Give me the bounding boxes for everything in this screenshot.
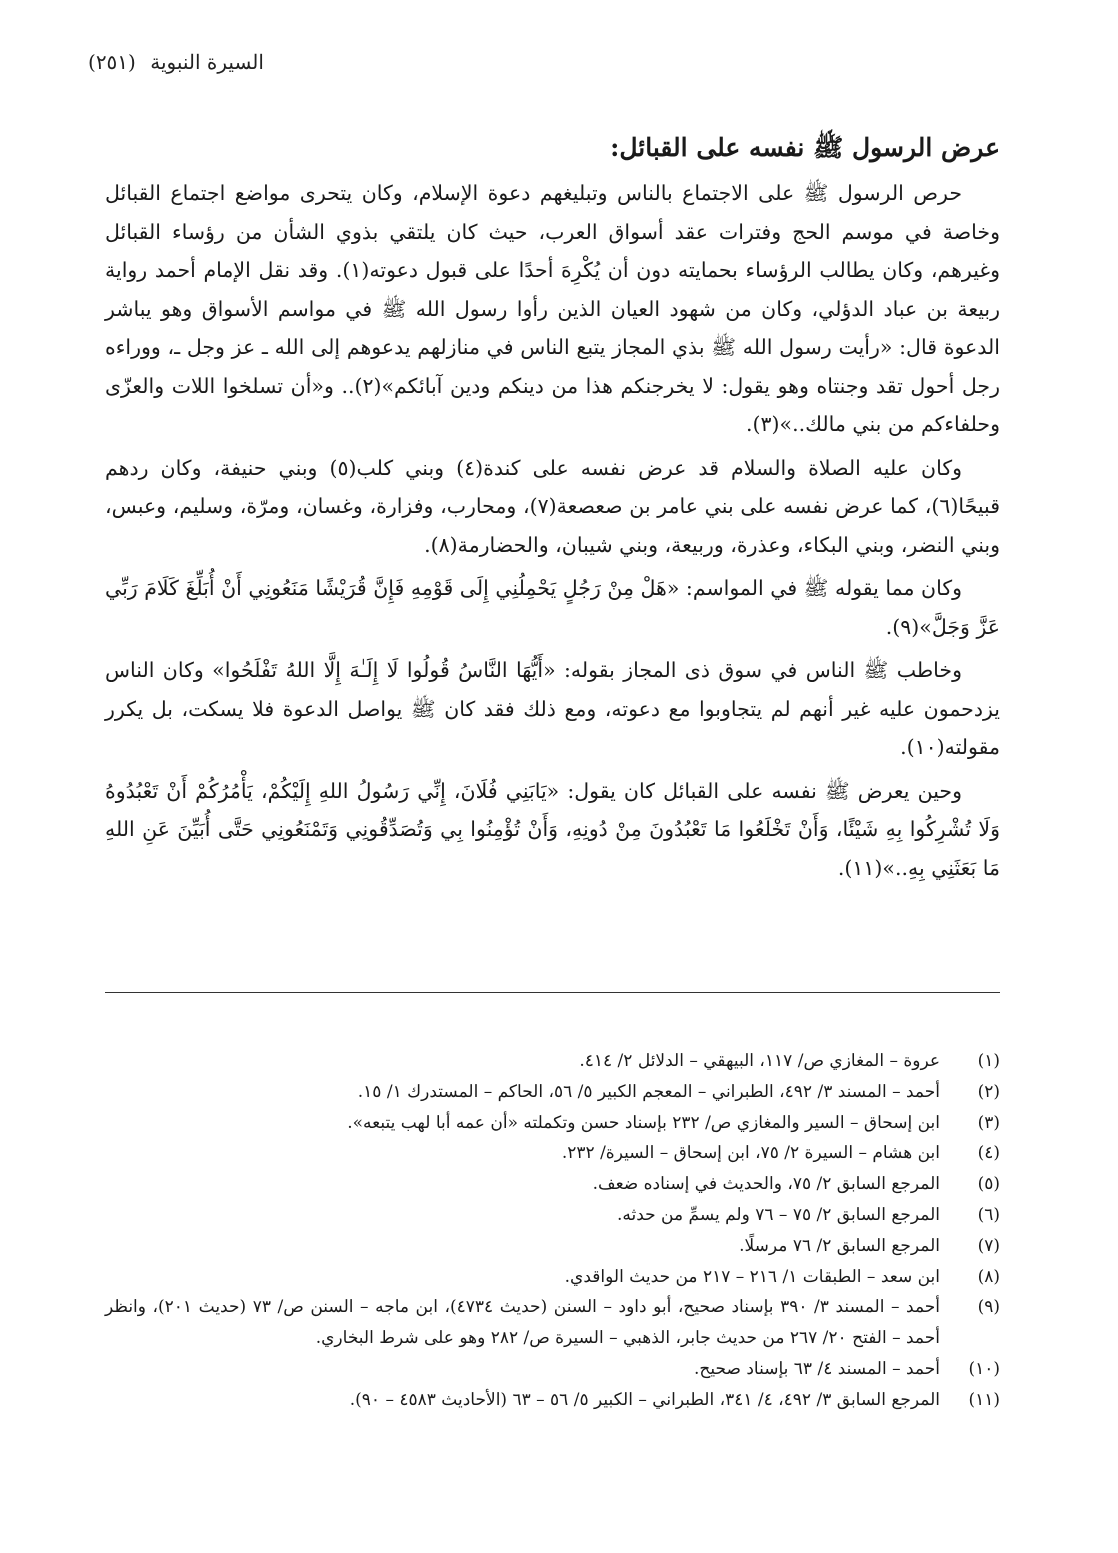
footnote-text: المرجع السابق ٢/ ٧٥ – ٧٦ ولم يسمِّ من حدثه. bbox=[616, 1204, 940, 1225]
footnote-divider bbox=[105, 992, 1000, 993]
footnotes bbox=[105, 1046, 1000, 1416]
section-heading: عرض الرسول ﷺ نفسه على القبائل: bbox=[610, 133, 1000, 162]
footnote-number: (١٠) bbox=[968, 1358, 1000, 1379]
footnote-text: أحمد – المسند ٣/ ٤٩٢، الطبراني – المعجم الكبير ٥/ ٥٦، الحاكم – المستدرك ١/ ١٥. bbox=[357, 1081, 940, 1102]
footnote-number: (٨) bbox=[977, 1266, 1000, 1287]
footnote-text: المرجع السابق ٣/ ٤٩٢، ٤/ ٣٤١، الطبراني – الكبير ٥/ ٥٦ – ٦٣ (الأحاديث ٤٥٨٣ – ٩٠). bbox=[349, 1389, 940, 1410]
footnote-number: (٢) bbox=[977, 1081, 1000, 1102]
footnote bbox=[105, 1108, 1000, 1139]
footnote-text: المرجع السابق ٢/ ٧٦ مرسلًا. bbox=[739, 1235, 940, 1256]
footnote-text: أحمد – المسند ٤/ ٦٣ بإسناد صحيح. bbox=[694, 1358, 940, 1379]
footnote-text: ابن سعد – الطبقات ١/ ٢١٦ – ٢١٧ من حديث الواقدي. bbox=[564, 1266, 940, 1287]
footnote-text: ابن إسحاق – السير والمغازي ص/ ٢٣٢ بإسناد حسن وتكملته «أن عمه أبا لهب يتبعه». bbox=[347, 1112, 940, 1133]
footnote-text: أحمد – المسند ٣/ ٣٩٠ بإسناد صحيح، أبو داود – السنن (حديث ٤٧٣٤)، ابن ماجه – السنن ص/ ٧٣ (حديث ٢٠١)، وانظر أحمد – الفتح ٢٠/ ٢٦٧ من حديث جابر، الذهبي – السيرة ص/ ٢٨٢ وهو على شرط البخاري. bbox=[105, 1297, 941, 1349]
footnote-number: (٤) bbox=[977, 1143, 1000, 1164]
footnote-text: ابن هشام – السيرة ٢/ ٧٥، ابن إسحاق – السيرة/ ٢٣٢. bbox=[561, 1143, 940, 1164]
paragraph: حرص الرسول ﷺ على الاجتماع بالناس وتبليغهم دعوة الإسلام، وكان يتحرى مواضع اجتماع القبائل وخاصة في موسم الحج وفترات عقد أسواق العرب، حيث كان يلتقي بذوي الشأن من رؤساء القبائل وغيرهم، وكان يطالب الرؤساء بحمايته دون أن يُكْرِهَ أحدًا على قبول دعوته(١). وقد نقل الإمام أحمد رواية ربيعة بن عباد الدؤلي، وكان من شهود العيان الذين رأوا رسول الله ﷺ في مواسم الأسواق وهو يباشر الدعوة قال: «رأيت رسول الله ﷺ بذي المجاز يتبع الناس في منازلهم يدعوهم إلى الله ـ عز وجل ـ، ووراءه رجل أحول تقد وجنتاه وهو يقول: لا يخرجنكم هذا من دينكم ودين آبائكم»(٢).. و«أن تسلخوا اللات والعزّى وحلفاءكم من بني مالك..»(٣). bbox=[105, 181, 1001, 436]
footnote-text: المرجع السابق ٢/ ٧٥، والحديث في إسناده ضعف. bbox=[592, 1174, 940, 1195]
running-header bbox=[88, 50, 264, 74]
footnote bbox=[105, 1169, 1000, 1200]
paragraph: وكان عليه الصلاة والسلام قد عرض نفسه على كندة(٤) وبني كلب(٥) وبني حنيفة، وكان ردهم قبيحًا(٦)، كما عرض نفسه على بني عامر بن صعصعة(٧)، ومحارب، وفزارة، وغسان، ومرّة، وسليم، وعبس، وبني النضر، وبني البكاء، وعذرة، وربيعة، وبني شيبان، والحضارمة(٨). bbox=[105, 455, 1000, 557]
footnote bbox=[105, 1385, 1000, 1416]
footnote bbox=[105, 1231, 1000, 1262]
page-number: (٢٥١) bbox=[88, 50, 136, 74]
footnote-number: (٧) bbox=[977, 1235, 1000, 1256]
footnote bbox=[105, 1200, 1000, 1231]
footnote bbox=[105, 1292, 1000, 1354]
paragraph: وحين يعرض ﷺ نفسه على القبائل كان يقول: «يَابَنِي فُلَانَ، إِنِّي رَسُولُ اللهِ إِلَيْكُمْ، يَأْمُرُكُمْ أَنْ تَعْبُدُوهُ وَلَا تُشْرِكُوا بِهِ شَيْئًا، وَأَنْ تَخْلَعُوا مَا تَعْبُدُونَ مِنْ دُونِهِ، وَأَنْ تُؤْمِنُوا بِي وَتُصَدِّقُونِي وَتَمْنَعُونِي حَتَّى أُبَيِّنَ عَنِ اللهِ مَا بَعَثَنِي بِهِ..»(١١). bbox=[105, 778, 1000, 880]
footnote bbox=[105, 1046, 1000, 1077]
footnote-number: (٩) bbox=[977, 1297, 1000, 1318]
paragraph: وكان مما يقوله ﷺ في المواسم: «هَلْ مِنْ رَجُلٍ يَحْمِلُنِي إِلَى قَوْمِهِ فَإِنَّ قُرَيْشًا مَنَعُونِي أَنْ أُبَلِّغَ كَلَامَ رَبِّي عَزَّ وَجَلَّ»(٩). bbox=[105, 576, 1000, 639]
footnote-number: (٣) bbox=[977, 1112, 1000, 1133]
paragraph: وخاطب ﷺ الناس في سوق ذى المجاز بقوله: «أَيُّهَا النَّاسُ قُولُوا لَا إِلَـٰهَ إِلَّا اللهُ تَفْلَحُوا» وكان الناس يزدحمون عليه غير أنهم لم يتجاوبوا مع دعوته، ومع ذلك فقد كان ﷺ يواصل الدعوة فلا يسكت، بل يكرر مقولته(١٠). bbox=[105, 658, 1000, 759]
footnote bbox=[105, 1262, 1000, 1293]
footnote-number: (١١) bbox=[968, 1389, 1000, 1410]
main-content bbox=[105, 128, 1000, 892]
book-title: السيرة النبوية bbox=[150, 50, 264, 74]
footnote bbox=[105, 1077, 1000, 1108]
footnote bbox=[105, 1138, 1000, 1169]
footnote-number: (٦) bbox=[977, 1204, 1000, 1225]
footnote-number: (٥) bbox=[977, 1174, 1000, 1195]
footnote-number: (١) bbox=[977, 1051, 1000, 1071]
footnote-text: عروة – المغازي ص/ ١١٧، البيهقي – الدلائل ٢/ ٤١٤. bbox=[579, 1051, 940, 1071]
footnote bbox=[105, 1354, 1000, 1385]
